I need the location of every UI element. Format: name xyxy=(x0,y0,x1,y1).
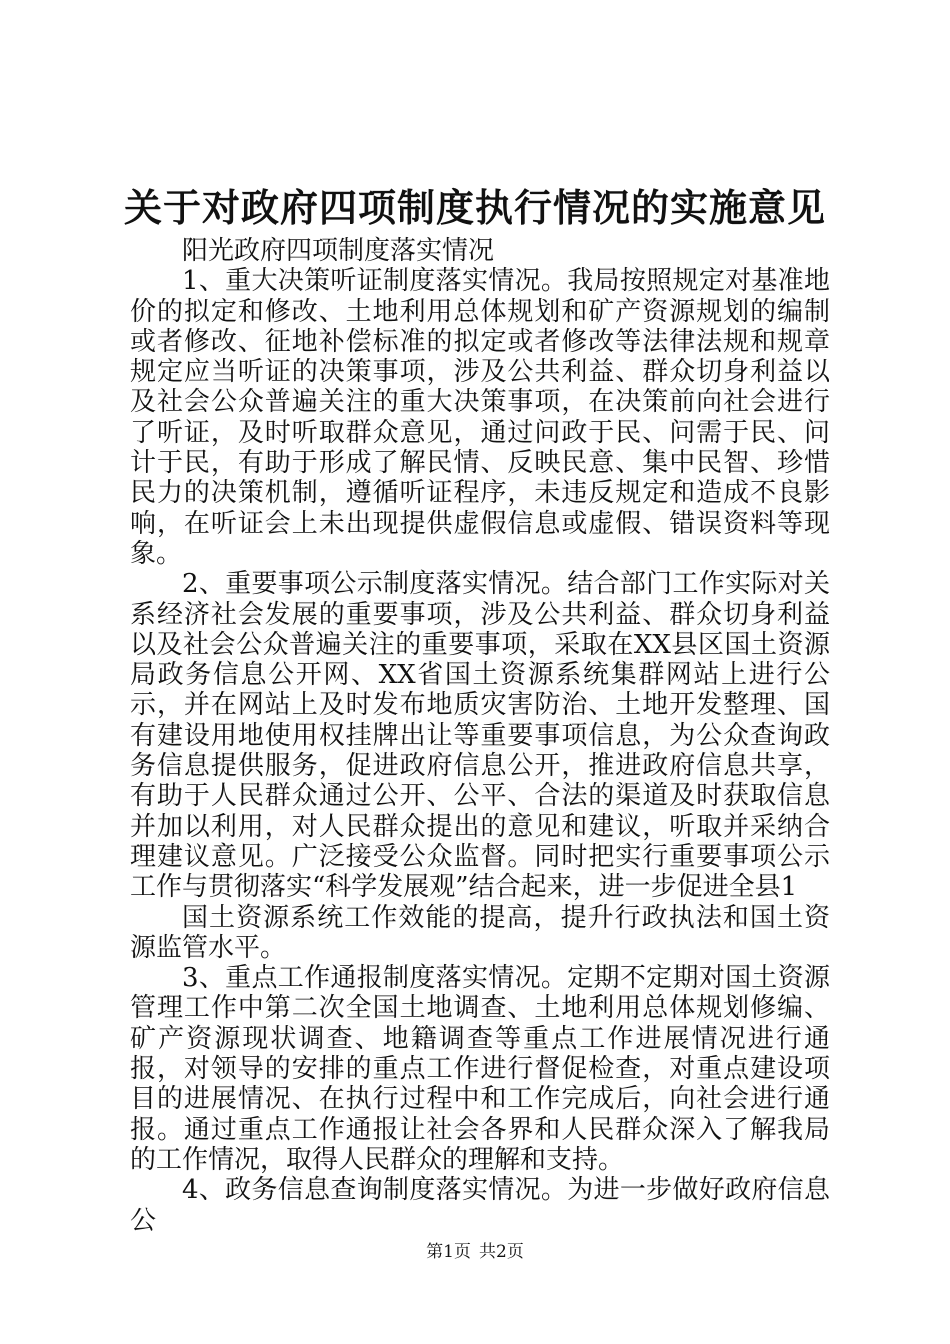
paragraph-publicity-system: 2、重要事项公示制度落实情况。结合部门工作实际对关系经济社会发展的重要事项，涉及公共利益、群众切身利益以及社会公众普遍关注的重要事项，采取在XX县区国土资源局政务信息公开网、XX省国土资源系统集群网站上进行公示，并在网站上及时发布地质灾害防治、土地开发整理、国有建设用地使用权挂牌出让等重要事项信息，为公众查询政务信息提供服务，促进政府信息公开，推进政府信息共享，有助于人民群众通过公开、公平、合法的渠道及时获取信息并加以利用，对人民群众提出的意见和建议，听取并采纳合理建议意见。广泛接受公众监督。同时把实行重要事项公示工作与贯彻落实“科学发展观”结合起来，进一步促进全县1 xyxy=(130,569,830,903)
page-number: 第1页 xyxy=(426,1242,471,1262)
page-total: 共2页 xyxy=(479,1242,524,1262)
document-body xyxy=(130,236,830,1236)
paragraph-hearing-system: 1、重大决策听证制度落实情况。我局按照规定对基准地价的拟定和修改、土地利用总体规划和矿产资源规划的编制或者修改、征地补偿标准的拟定或者修改等法律法规和规章规定应当听证的决策事项，涉及公共利益、群众切身利益以及社会公众普遍关注的重大决策事项，在决策前向社会进行了听证，及时听取群众意见，通过问政于民、问需于民、问计于民，有助于形成了解民情、反映民意、集中民智、珍惜民力的决策机制，遵循听证程序，未违反规定和造成不良影响，在听证会上未出现提供虚假信息或虚假、错误资料等现象。 xyxy=(130,266,830,569)
document-title: 关于对政府四项制度执行情况的实施意见 xyxy=(123,185,826,230)
paragraph-inquiry-system: 4、政务信息查询制度落实情况。为进一步做好政府信息公 xyxy=(130,1175,830,1236)
paragraph-report-system: 3、重点工作通报制度落实情况。定期不定期对国土资源管理工作中第二次全国土地调查、土地利用总体规划修编、矿产资源现状调查、地籍调查等重点工作进展情况进行通报，对领导的安排的重点工作进行督促检查，对重点建设项目的进展情况、在执行过程中和工作完成后，向社会进行通报。通过重点工作通报让社会各界和人民群众深入了解我局的工作情况，取得人民群众的理解和支持。 xyxy=(130,963,830,1175)
section-heading: 阳光政府四项制度落实情况 xyxy=(182,236,495,266)
page-footer xyxy=(0,1240,950,1264)
paragraph-continuation: 国土资源系统工作效能的提高，提升行政执法和国土资源监管水平。 xyxy=(130,902,830,963)
